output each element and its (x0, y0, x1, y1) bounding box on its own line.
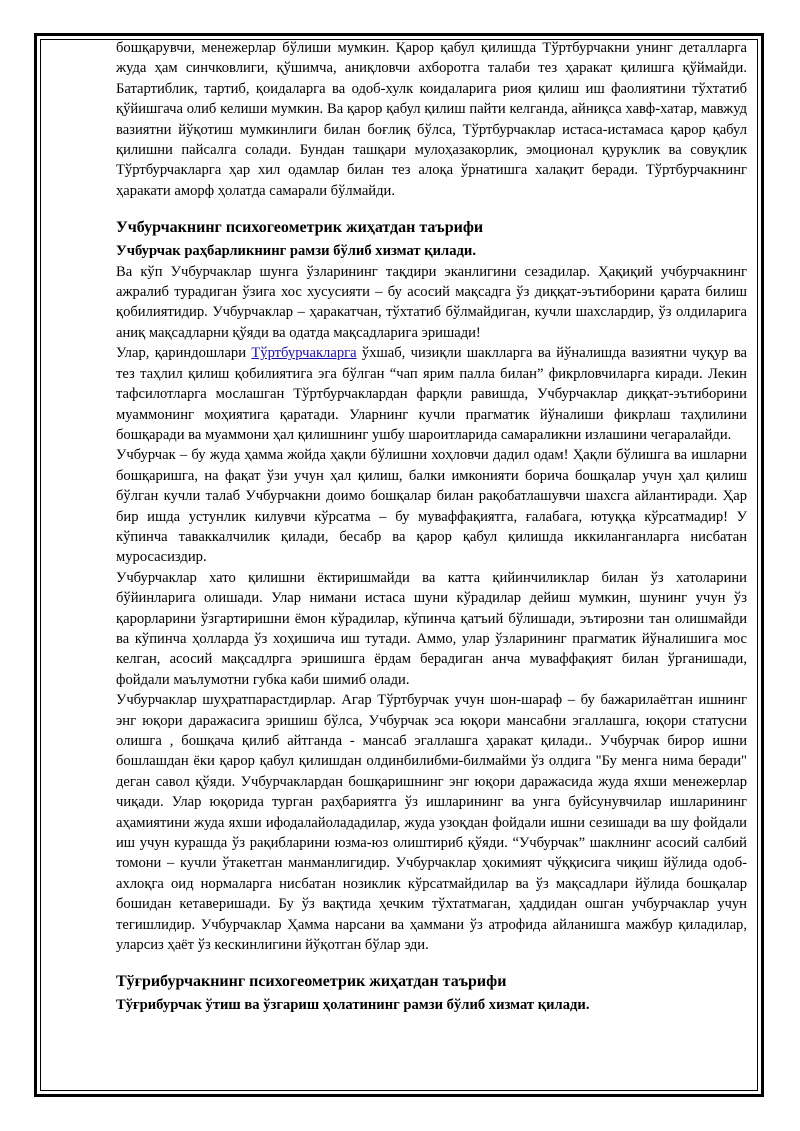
document-body (116, 38, 747, 1016)
section-subheading-triangle: Учбурчак раҳбарликнинг рамзи бўлиб хизмат қилади. (116, 243, 476, 260)
paragraph-triangle-1: Ва кўп Учбурчаклар шунга ўзларининг тақдири эканлигини сезадилар. Ҳақиқий учбурчакнинг ажралиб турадиган ўзига хос хусусияти – бу асосий мақсадга ўз диққат-эътиборини қарата билиш қобилиятидир. Учбурчаклар – ҳаракатчан, тўхтатиб бўлмайдиган, кучли шахслардир, ўз олдиларига аниқ мақсадларни қўяди ва одатда мақсадларига эришади! (116, 263, 747, 341)
paragraph-text: ўхшаб, чизиқли шаклларга ва йўналишда вазиятни чуқур ва тез таҳлил қилиш қобилиятига эга бўлган “чап ярим палла билан” фикрловчиларга киради. Лекин тафсилотларга мослашган Тўртбурчаклардан фарқли равишда, Учбурчаклар диққат-эътиборини муаммонинг моҳиятига қаратади. Уларнинг кучли прагматик йўналиши фикрлаш таҳлилини бошқаради ва муаммони ҳал қилишнинг ушбу шароитларида самараликни излашини чегаралайди. (116, 345, 747, 443)
paragraph-text: Улар, қариндошлари (116, 345, 252, 362)
paragraph-triangle-5: Учбурчаклар шуҳратпарастдирлар. Агар Тўртбурчак учун шон-шараф – бу бажарилаётган ишнинг энг юқори даражасига эришиш бўлса, Учбурчак эса юқори мансабни эгаллашга, юқори статусни олишга , бошқача қилиб айтганда - мансаб эгаллашга ҳаракат қилади.. Учбурчак бирор ишни бошлашдан ёки қарор қабул қилишдан олдинбилибми-билмайми ўз олдига "Бу менга нима беради" деган савол қўяди. Учбурчаклардан бошқаришнинг энг юқори даражасида жуда яхши менежерлар чиқади. Улар юқорида турган раҳбариятга ўз ишларининг ва унга буйсунувчилар ишларининг аҳамиятини жуда яхши ифодалайолададилар, жуда узоқдан фойдали ишни сезишади ва шу фойдали иш учун курашда ўз рақибларини юзма-юз олиштириб қўяди. “Учбурчак” шаклнинг асосий салбий томони – кучли ўтакетган манманлигидир. Учбурчаклар ҳокимият чўққисига чиқиш йўлида одоб-ахлоқга оид нормаларга нисбатан нозиклик кўрсатмайдилар ва ўз мақсадлари йўлида бошқалар бошидан кетаверишади. Бу ўз вақтида ҳечким тўхтатмаган, ҳаддидан ошган учбурчаклар учун тегишлидир. Учбурчаклар Ҳамма нарсани ва ҳаммани ўз атрофида айланишга мажбур қиладилар, уларсиз ҳаёт ўз кескинлигини йўқотган бўлар эди. (116, 692, 747, 954)
squares-link[interactable]: Тўртбурчакларга (251, 345, 357, 362)
section-heading-triangle: Учбурчакнинг психогеометрик жиҳатдан таърифи (116, 219, 484, 237)
paragraph-triangle-3: Учбурчак – бу жуда ҳамма жойда ҳақли бўлишни хоҳловчи дадил одам! Ҳақли бўлишга ва ишларни бошқаришга, на фақат ўзи учун ҳал қилиш, балки имконияти борича бошқалар учун ҳал қилиш бўлган кучли талаб Учбурчакни доимо бошқалар билан рақобатлашувчи шахсга айлантиради. Ҳар бир ишда устунлик килувчи кўрсатма – бу муваффақиятга, ғалабага, ютуққа кўрсатмадир! У кўпинча таваккалчилик қилади, бесабр ва қарор қабул қилишда иккиланганларга нисбатан муросасиздир. (116, 447, 747, 566)
paragraph-triangle-4: Учбурчаклар хато қилишни ёктиришмайди ва катта қийинчиликлар билан ўз хатоларини бўйинларига олишади. Улар нимани истаса шуни кўрадилар дейиш мумкин, шунинг учун ўз қарорларини ўзгартиришни ёмон кўрадилар, кўпинча қатъий бўлишади, эътирозни тан олишмайди ва кўпинча ҳолларда ўз хоҳишича иш тутади. Аммо, улар ўзларининг прагматик йўналишига мос келган, асосий мақсадлрга эришишга ёрдам берадиган анча муваффақият билан ўрганишади, фойдали маълумотни губка каби шимиб олади. (116, 569, 747, 688)
paragraph-triangle-2 (116, 343, 747, 445)
paragraph-intro: бошқарувчи, менежерлар бўлиши мумкин. Қарор қабул қилишда Тўртбурчакни унинг деталларга жуда ҳам синчковлиги, қўшимча, аниқловчи ахборотга талаби тез ҳаракат қилишга қўймайди. Батартиблик, тартиб, қоидаларга ва одоб-хулк коидаларига риоя қилиш иш фаолиятини тўхтатиб қўйишгача олиб келиши мумкин. Ва қарор қабул қилиш пайти келганда, айниқса хавф-хатар, мавжуд вазиятни йўқотиш мумкинлиги билан боғлиқ бўлса, Тўртбурчаклар истаса-истамаса қарор қабул қилишни пайсалга солади. Бундан ташқари мулоҳазакорлик, эмоционал қуруклик ва совуқлик Тўртбурчакларга ҳар хил одамлар билан тез алоқа ўрнатишга халақит беради. Тўртбурчакнинг ҳаракати аморф ҳолатда самарали бўлмайди. (116, 40, 747, 199)
section-subheading-rectangle: Тўғрибурчак ўтиш ва ўзгариш ҳолатининг рамзи бўлиб хизмат қилади. (116, 997, 590, 1014)
section-heading-rectangle: Тўғрибурчакнинг психогеометрик жиҳатдан таърифи (116, 973, 507, 991)
